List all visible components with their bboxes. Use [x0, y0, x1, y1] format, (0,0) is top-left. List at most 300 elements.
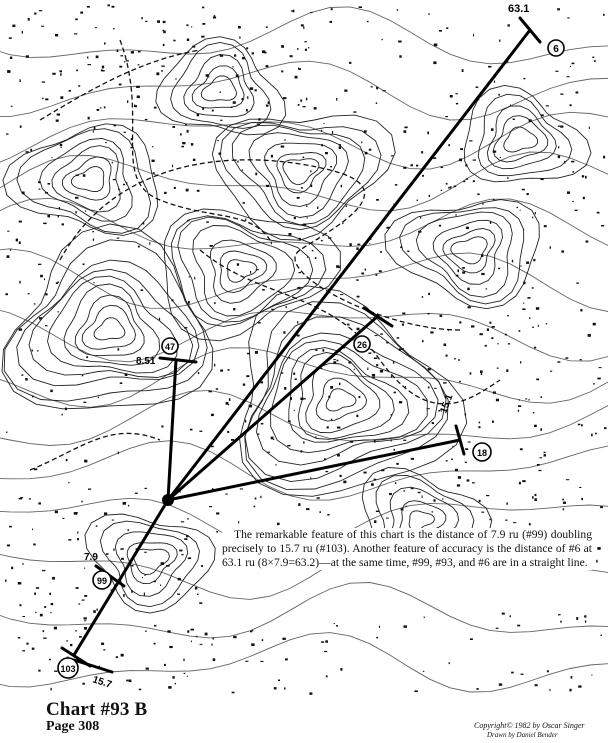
station-glyph [118, 348, 120, 350]
station-glyph [399, 401, 402, 403]
station-glyph [597, 212, 600, 214]
station-glyph [252, 52, 254, 54]
station-glyph [164, 192, 167, 194]
station-glyph [173, 40, 175, 42]
station-glyph [197, 114, 200, 116]
marker-47 [162, 338, 178, 354]
station-glyph [332, 131, 333, 134]
station-glyph [441, 167, 444, 168]
station-glyph [339, 146, 341, 149]
station-glyph [83, 174, 86, 177]
station-glyph [450, 95, 453, 98]
station-glyph [75, 211, 76, 214]
station-glyph [581, 498, 583, 500]
station-glyph [38, 502, 41, 504]
station-glyph [310, 12, 313, 13]
station-glyph [491, 337, 493, 339]
station-glyph [303, 157, 305, 159]
station-glyph [194, 277, 195, 280]
station-glyph [28, 293, 30, 294]
station-glyph [7, 255, 10, 258]
station-glyph [393, 361, 394, 364]
station-glyph [522, 189, 525, 191]
station-glyph [471, 325, 474, 327]
station-glyph [550, 246, 551, 248]
station-glyph [446, 27, 448, 29]
station-glyph [416, 165, 418, 167]
station-glyph [206, 74, 209, 77]
station-glyph [593, 323, 596, 326]
station-glyph [216, 531, 218, 533]
station-glyph [498, 268, 500, 269]
station-glyph [36, 587, 39, 589]
station-glyph [600, 506, 603, 508]
station-glyph [572, 63, 575, 65]
station-glyph [142, 577, 143, 578]
station-glyph [282, 638, 286, 640]
station-glyph [187, 220, 189, 221]
bearing-lines [62, 18, 540, 672]
station-glyph [42, 570, 45, 571]
station-glyph [68, 539, 71, 541]
station-glyph [301, 24, 304, 26]
station-glyph [178, 578, 181, 581]
station-glyph [357, 244, 360, 246]
station-glyph [526, 262, 529, 264]
station-glyph [589, 127, 590, 129]
station-glyph [337, 427, 340, 429]
station-glyph [240, 488, 243, 489]
station-glyph [570, 104, 572, 106]
station-glyph [262, 639, 264, 641]
station-glyph [508, 24, 510, 26]
station-glyph [527, 193, 529, 195]
station-glyph [237, 161, 238, 163]
station-glyph [538, 325, 539, 327]
station-glyph [422, 175, 424, 177]
station-glyph [382, 39, 383, 40]
station-glyph [446, 355, 448, 357]
marker-99 [93, 571, 111, 589]
station-glyph [458, 269, 460, 272]
station-glyph [359, 6, 362, 8]
station-glyph [131, 51, 134, 53]
station-glyph [533, 412, 535, 413]
station-glyph [483, 203, 484, 205]
station-glyph [57, 282, 59, 283]
station-glyph [333, 361, 336, 363]
station-glyph [205, 633, 208, 636]
station-glyph [376, 87, 378, 90]
station-glyph [427, 132, 429, 135]
station-glyph [422, 495, 423, 498]
station-glyph [95, 27, 97, 28]
station-glyph [462, 267, 465, 269]
station-glyph [184, 538, 187, 540]
station-glyph [586, 241, 589, 243]
station-glyph [256, 269, 259, 270]
station-glyph [365, 152, 368, 155]
station-glyph [399, 348, 401, 351]
station-glyph [57, 311, 59, 312]
station-glyph [441, 190, 442, 191]
station-glyph [88, 489, 91, 490]
station-glyph [492, 420, 494, 423]
station-glyph [231, 107, 233, 108]
station-glyph [214, 364, 215, 367]
station-glyph [331, 8, 333, 10]
marker-26-label: 26 [356, 340, 368, 350]
station-glyph [367, 367, 368, 370]
station-glyph [227, 431, 229, 433]
marker-6 [548, 40, 564, 56]
station-glyph [145, 488, 147, 489]
station-glyph [188, 557, 191, 559]
station-glyph [339, 383, 340, 385]
station-glyph [550, 371, 552, 372]
station-glyph [398, 41, 402, 43]
station-glyph [451, 459, 453, 461]
station-glyph [141, 289, 144, 291]
station-glyph [403, 167, 406, 169]
station-glyph [317, 497, 320, 499]
isobar [277, 153, 326, 193]
station-glyph [323, 123, 324, 124]
station-glyph [209, 391, 212, 393]
isobar [115, 532, 187, 596]
isobar-contours [0, 7, 608, 692]
station-glyph [25, 378, 28, 381]
station-glyph [454, 186, 457, 188]
isobar-long [0, 112, 608, 169]
station-glyph [34, 593, 36, 595]
station-glyph [498, 94, 500, 96]
station-glyph [236, 74, 239, 77]
station-glyph [295, 76, 298, 79]
station-glyph [470, 372, 472, 374]
station-glyph [365, 269, 367, 271]
station-glyph [129, 680, 132, 683]
station-glyph [380, 370, 383, 373]
station-glyph [22, 192, 25, 195]
marker-18 [473, 443, 491, 461]
station-glyph [308, 47, 309, 49]
station-glyph [249, 405, 253, 408]
station-glyph [402, 313, 405, 315]
station-glyph [220, 370, 223, 372]
station-glyph [146, 668, 149, 670]
station-glyph [283, 163, 284, 164]
station-glyph [234, 54, 236, 56]
station-glyph [281, 146, 285, 148]
station-glyph [397, 337, 400, 339]
marker-47-label: 47 [164, 342, 176, 352]
station-glyph [32, 529, 33, 531]
station-glyph [534, 347, 536, 349]
station-glyph [439, 225, 441, 227]
station-glyph [513, 522, 516, 523]
station-glyph [518, 405, 521, 407]
station-glyph [38, 264, 41, 265]
station-glyph [314, 107, 317, 109]
station-glyph [264, 52, 267, 54]
marker-26 [354, 336, 370, 352]
station-glyph [172, 676, 174, 678]
station-glyph [301, 187, 303, 189]
station-glyph [239, 36, 240, 38]
isobar [100, 521, 199, 607]
station-glyph [456, 103, 458, 105]
station-glyph [210, 245, 213, 247]
station-glyph [20, 79, 21, 82]
station-glyph [562, 499, 564, 501]
station-plots [5, 4, 606, 694]
station-markers [58, 40, 564, 678]
station-glyph [118, 452, 119, 454]
station-glyph [22, 31, 23, 34]
station-glyph [599, 367, 602, 368]
station-glyph [357, 328, 360, 331]
station-glyph [85, 211, 86, 212]
station-glyph [174, 187, 176, 189]
station-glyph [82, 375, 84, 376]
station-glyph [467, 479, 470, 481]
station-glyph [69, 90, 72, 92]
station-glyph [487, 328, 489, 331]
isobar [94, 318, 125, 340]
station-glyph [245, 218, 246, 221]
station-glyph [430, 331, 433, 333]
station-glyph [285, 658, 288, 660]
station-glyph [74, 33, 77, 34]
station-glyph [242, 57, 245, 59]
station-glyph [493, 391, 496, 393]
station-glyph [246, 375, 249, 377]
annotation-body: The remarkable feature of this chart is the distance of 7.9 ru (#99) doubling precisely to 15.7 ru (#103). Another feature of accuracy is the distance of #6 at 63.1 ru (8×7.9=63.2)—at the same time, #99, #93, and #6 are in a straight line. [222, 528, 592, 569]
station-glyph [479, 500, 481, 502]
station-glyph [113, 179, 116, 180]
station-glyph [592, 57, 594, 59]
station-glyph [324, 458, 326, 460]
station-glyph [283, 97, 287, 99]
station-glyph [128, 505, 129, 507]
station-glyph [300, 398, 303, 401]
station-glyph [402, 324, 404, 326]
station-glyph [334, 623, 335, 624]
station-glyph [473, 34, 474, 37]
station-glyph [340, 668, 342, 671]
station-glyph [348, 361, 351, 363]
station-glyph [257, 123, 260, 124]
station-glyph [187, 630, 189, 633]
isobar [82, 305, 135, 349]
station-glyph [306, 206, 308, 207]
station-glyph [455, 469, 458, 472]
station-glyph [330, 386, 333, 389]
station-glyph [371, 483, 374, 486]
isobar [220, 122, 381, 229]
station-glyph [506, 502, 507, 504]
station-glyph [578, 424, 581, 426]
marker-103-label: 103 [60, 664, 76, 674]
station-glyph [327, 514, 329, 516]
station-glyph [558, 146, 559, 148]
station-glyph [481, 373, 483, 375]
station-glyph [216, 512, 219, 514]
station-glyph [290, 55, 293, 57]
station-glyph [103, 649, 105, 650]
station-glyph [325, 640, 328, 642]
station-glyph [303, 441, 304, 443]
station-glyph [400, 246, 402, 248]
station-glyph [59, 207, 60, 210]
station-glyph [506, 369, 508, 372]
station-glyph [49, 659, 51, 661]
station-glyph [356, 279, 358, 281]
station-glyph [200, 644, 203, 645]
station-glyph [60, 73, 61, 76]
station-glyph [472, 482, 475, 483]
station-glyph [260, 496, 261, 498]
station-glyph [367, 21, 369, 22]
station-glyph [18, 637, 21, 639]
station-glyph [286, 306, 287, 308]
station-glyph [346, 205, 347, 207]
station-glyph [76, 175, 79, 176]
station-glyph [84, 568, 85, 569]
station-glyph [266, 105, 268, 107]
station-glyph [257, 434, 259, 435]
station-glyph [181, 521, 184, 522]
station-glyph [127, 529, 129, 531]
station-glyph [439, 30, 442, 32]
station-glyph [266, 185, 269, 187]
station-glyph [417, 200, 418, 201]
station-glyph [154, 625, 156, 627]
station-glyph [135, 493, 138, 494]
station-glyph [593, 383, 594, 385]
station-glyph [169, 646, 172, 648]
station-glyph [43, 638, 47, 639]
station-glyph [391, 375, 392, 377]
station-glyph [21, 374, 23, 375]
station-glyph [125, 373, 128, 376]
station-glyph [271, 155, 273, 158]
station-glyph [418, 492, 421, 493]
station-glyph [298, 68, 299, 70]
station-glyph [184, 673, 186, 674]
isobar [164, 209, 340, 341]
station-glyph [163, 21, 166, 23]
station-glyph [569, 689, 571, 692]
station-glyph [121, 654, 124, 657]
station-glyph [161, 562, 164, 565]
station-glyph [247, 96, 248, 99]
station-glyph [50, 612, 51, 613]
station-glyph [138, 51, 141, 53]
station-glyph [167, 630, 170, 632]
station-glyph [188, 301, 190, 304]
station-glyph [505, 334, 507, 336]
station-glyph [603, 14, 605, 16]
station-glyph [376, 511, 379, 512]
station-glyph [294, 410, 295, 411]
station-glyph [529, 399, 530, 401]
station-glyph [227, 369, 229, 371]
station-glyph [233, 636, 236, 638]
station-glyph [298, 104, 300, 106]
station-glyph [479, 422, 481, 424]
line-to-18 [168, 440, 460, 500]
station-glyph [42, 98, 44, 99]
station-glyph [485, 345, 487, 347]
station-glyph [113, 28, 114, 30]
station-glyph [297, 335, 300, 337]
station-glyph [301, 450, 303, 452]
station-glyph [75, 630, 77, 631]
station-glyph [519, 330, 521, 332]
station-glyph [535, 212, 536, 214]
station-glyph [131, 590, 133, 593]
station-glyph [183, 659, 184, 661]
station-glyph [578, 685, 581, 687]
station-glyph [566, 479, 569, 480]
station-glyph [470, 638, 473, 640]
station-glyph [536, 379, 539, 381]
station-glyph [376, 102, 378, 104]
station-glyph [26, 55, 29, 58]
station-glyph [357, 296, 360, 298]
station-glyph [191, 641, 192, 643]
station-glyph [55, 34, 58, 36]
station-glyph [469, 140, 472, 141]
station-glyph [457, 484, 460, 486]
station-glyph [297, 48, 299, 50]
station-glyph [182, 142, 185, 144]
station-glyph [117, 49, 119, 52]
station-glyph [266, 26, 268, 28]
station-glyph [454, 358, 456, 360]
station-glyph [376, 637, 378, 638]
station-glyph [43, 630, 45, 632]
station-glyph [481, 254, 483, 257]
station-glyph [428, 313, 430, 315]
station-glyph [572, 171, 574, 173]
station-glyph [138, 64, 140, 65]
station-glyph [519, 482, 521, 485]
station-glyph [190, 429, 193, 431]
station-glyph [84, 617, 87, 619]
station-glyph [411, 164, 413, 166]
station-glyph [443, 382, 447, 383]
station-glyph [62, 414, 63, 416]
station-glyph [442, 498, 443, 499]
station-glyph [459, 321, 461, 323]
station-glyph [421, 151, 423, 153]
station-glyph [496, 628, 499, 629]
station-glyph [591, 675, 592, 676]
station-glyph [364, 130, 367, 132]
station-glyph [77, 531, 78, 534]
isobar [240, 286, 467, 497]
station-glyph [220, 55, 223, 57]
station-glyph [10, 57, 12, 59]
station-glyph [448, 329, 449, 331]
station-glyph [356, 247, 358, 250]
station-glyph [273, 439, 274, 440]
station-glyph [87, 6, 90, 8]
station-glyph [229, 398, 231, 401]
